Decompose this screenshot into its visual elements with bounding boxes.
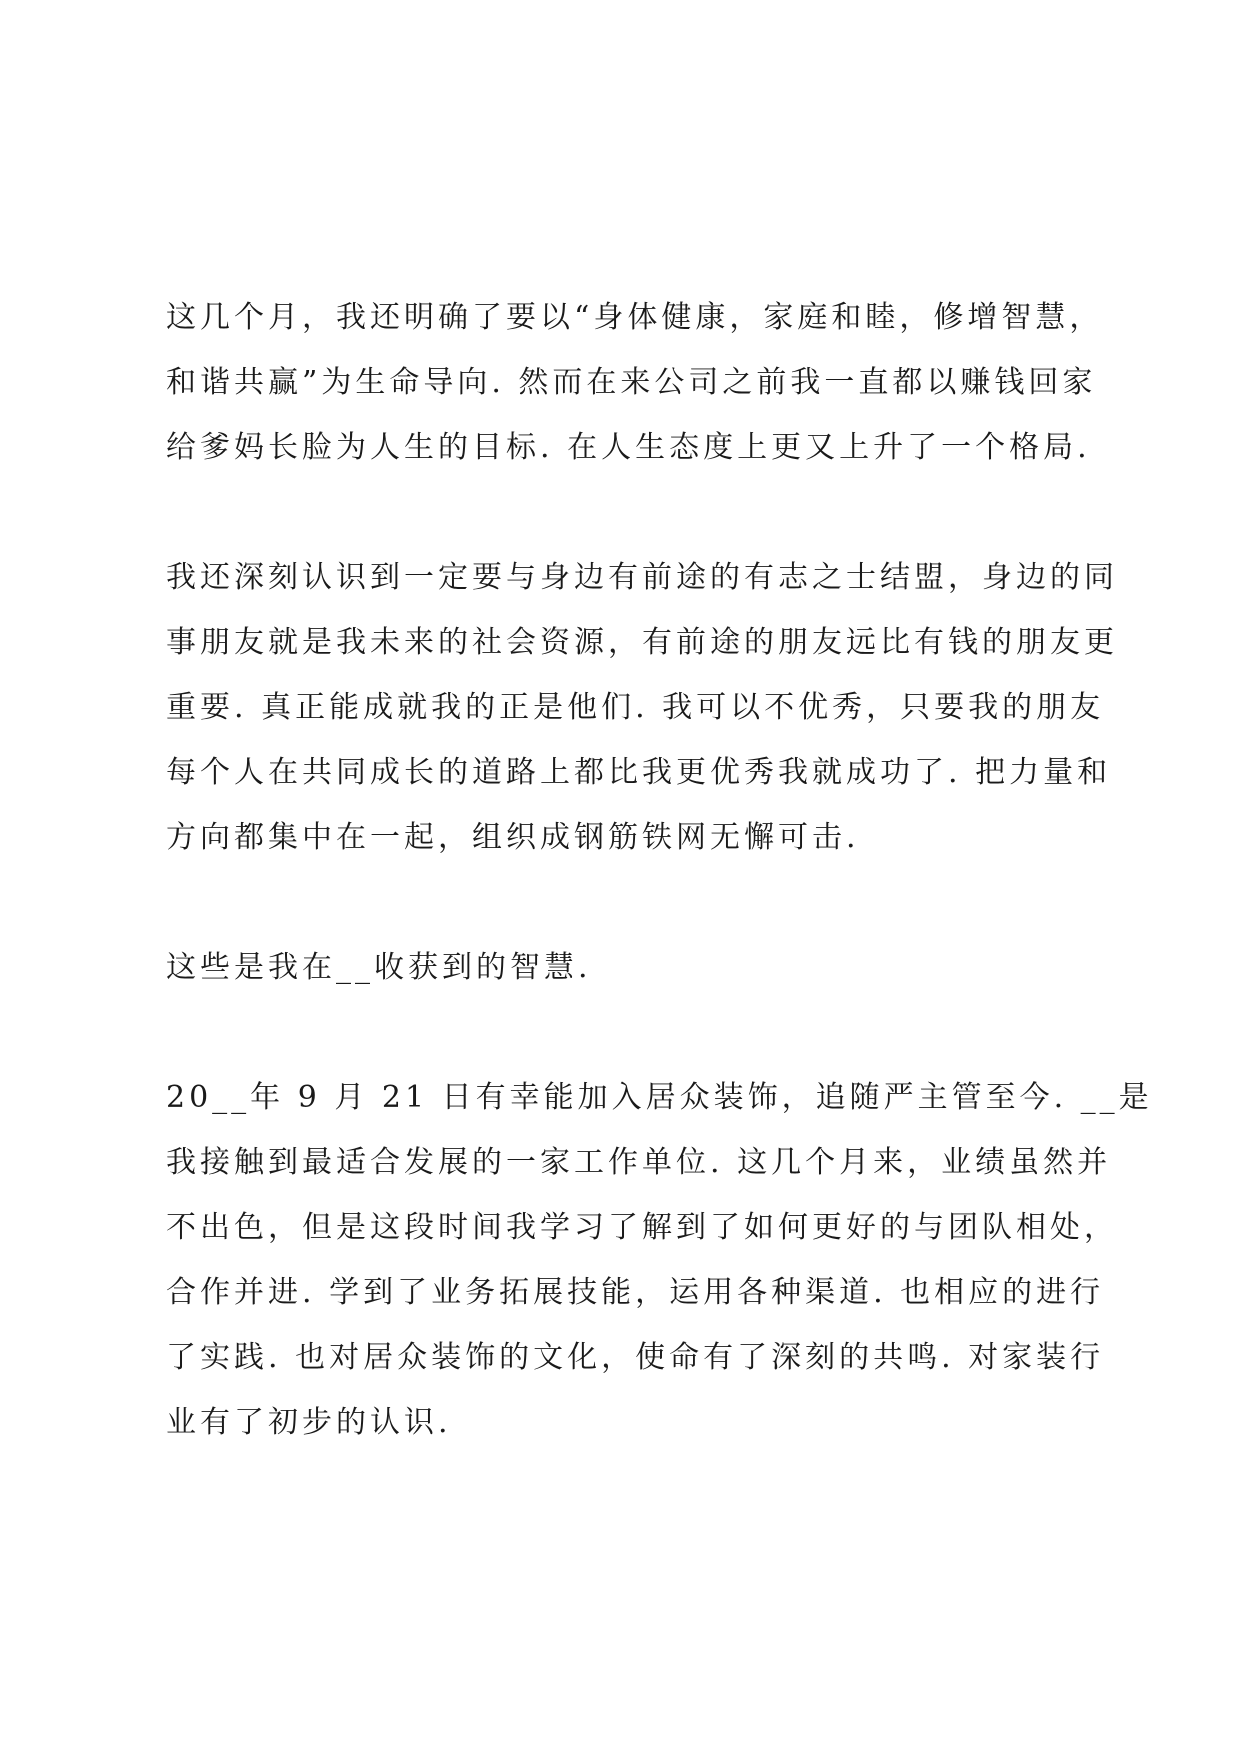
- text-line: 方向都集中在一起，组织成钢筋铁网无懈可击.: [166, 820, 860, 855]
- text-line: 事朋友就是我未来的社会资源，有前途的朋友远比有钱的朋友更: [166, 625, 1118, 660]
- text-line: 和谐共赢”为生命导向. 然而在来公司之前我一直都以赚钱回家: [166, 365, 1097, 400]
- paragraph-friends-resources: [166, 545, 1118, 870]
- text-line: 重要. 真正能成就我的正是他们. 我可以不优秀，只要我的朋友: [166, 690, 1105, 725]
- text-line: 我接触到最适合发展的一家工作单位. 这几个月来，业绩虽然并: [166, 1145, 1112, 1180]
- paragraph-joining-company: [166, 1065, 1153, 1455]
- text-line: 每个人在共同成长的道路上都比我更优秀我就成功了. 把力量和: [166, 755, 1112, 790]
- text-line: 这些是我在__收获到的智慧.: [166, 950, 592, 985]
- text-line: 业有了初步的认识.: [166, 1405, 452, 1440]
- text-line: 20__年 9 月 21 日有幸能加入居众装饰，追随严主管至今. __是: [166, 1080, 1153, 1115]
- text-line: 我还深刻认识到一定要与身边有前途的有志之士结盟，身边的同: [166, 560, 1118, 595]
- text-line: 了实践. 也对居众装饰的文化，使命有了深刻的共鸣. 对家装行: [166, 1340, 1105, 1375]
- text-line: 不出色，但是这段时间我学习了解到了如何更好的与团队相处，: [166, 1210, 1118, 1245]
- paragraph-wisdom-summary: [166, 935, 1096, 1000]
- text-line: 合作并进. 学到了业务拓展技能，运用各种渠道. 也相应的进行: [166, 1275, 1105, 1310]
- text-line: 给爹妈长脸为人生的目标. 在人生态度上更又上升了一个格局.: [166, 430, 1091, 465]
- paragraph-life-orientation: [166, 285, 1104, 480]
- text-line: 这几个月，我还明确了要以“身体健康，家庭和睦，修增智慧，: [166, 300, 1104, 335]
